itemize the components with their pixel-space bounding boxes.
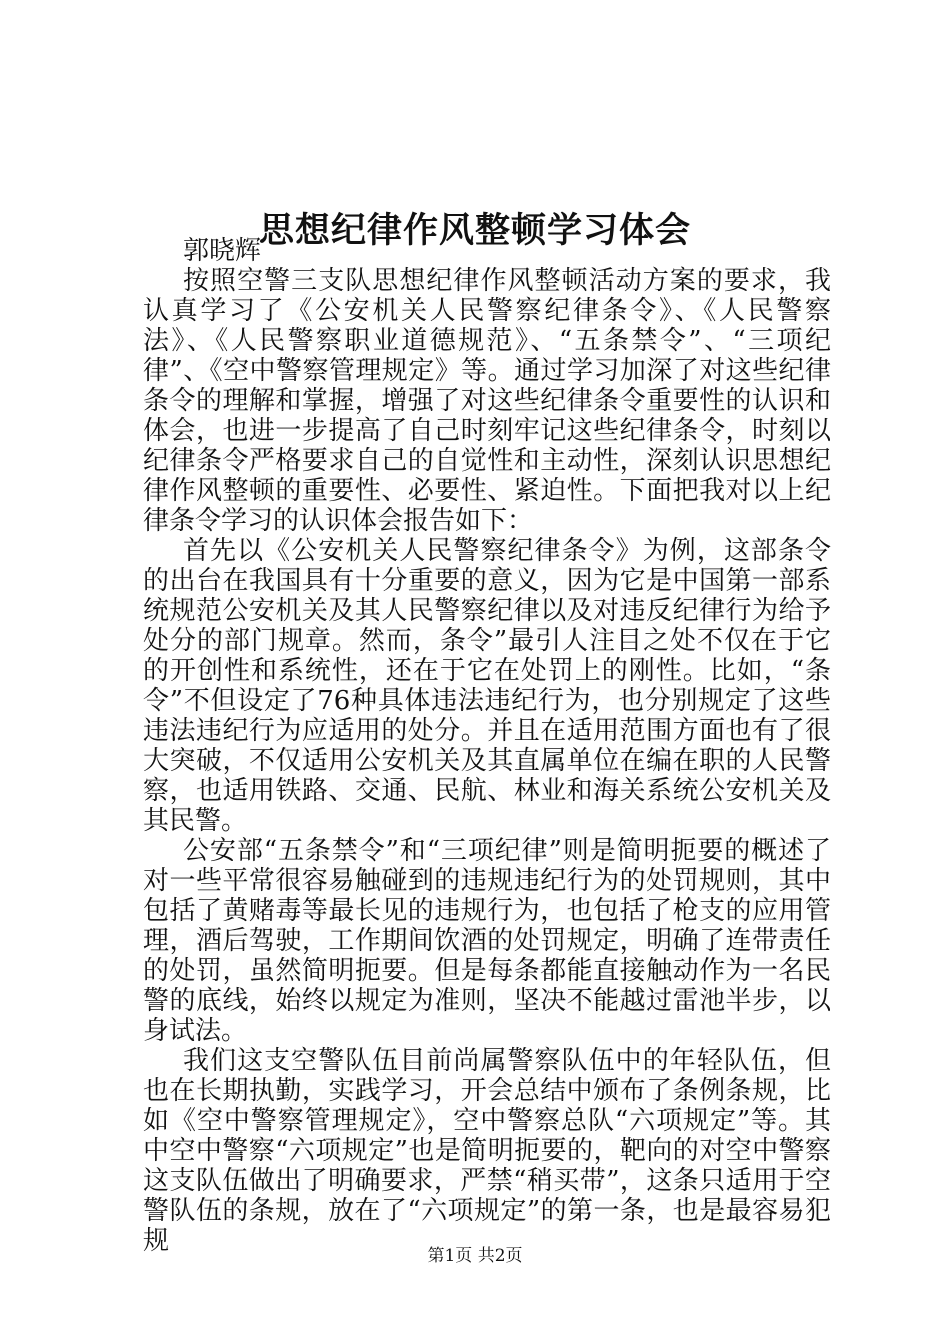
author-name: 郭晓辉 (183, 236, 262, 266)
document-title: 思想纪律作风整顿学习体会 (258, 210, 691, 252)
paragraph-3: 公安部“五条禁令”和“三项纪律”则是简明扼要的概述了对一些平常很容易触碰到的违规违纪行为的处罚规则，其中包括了黄赌毒等最长见的违规行为，也包括了枪支的应用管理，酒后驾驶，工作期间饮酒的处罚规定，明确了连带责任的处罚，虽然简明扼要。但是每条都能直接触动作为一名民警的底线，始终以规定为准则，坚决不能越过雷池半步，以身试法。 (143, 836, 831, 1046)
paragraph-2: 首先以《公安机关人民警察纪律条令》为例，这部条令的出台在我国具有十分重要的意义，因为它是中国第一部系统规范公安机关及其人民警察纪律以及对违反纪律行为给予处分的部门规章。然而，条令”最引人注目之处不仅在于它的开创性和系统性，还在于它在处罚上的刚性。比如，“条令”不但设定了76种具体违法违纪行为，也分别规定了这些违法违纪行为应适用的处分。并且在适用范围方面也有了很大突破，不仅适用公安机关及其直属单位在编在职的人民警察，也适用铁路、交通、民航、林业和海关系统公安机关及其民警。 (143, 536, 831, 836)
paragraph-1: 按照空警三支队思想纪律作风整顿活动方案的要求，我认真学习了《公安机关人民警察纪律条令》、《人民警察法》、《人民警察职业道德规范》、“五条禁令”、“三项纪律”、《空中警察管理规定》等。通过学习加深了对这些纪律条令的理解和掌握，增强了对这些纪律条令重要性的认识和体会，也进一步提高了自己时刻牢记这些纪律条令，时刻以纪律条令严格要求自己的自觉性和主动性，深刻认识思想纪律作风整顿的重要性、必要性、紧迫性。下面把我对以上纪律条令学习的认识体会报告如下： (143, 266, 831, 536)
page-footer: 第1页 共2页 (427, 1246, 523, 1266)
paragraph-4: 我们这支空警队伍目前尚属警察队伍中的年轻队伍，但也在长期执勤，实践学习，开会总结中颁布了条例条规，比如《空中警察管理规定》，空中警察总队“六项规定”等。其中空中警察“六项规定”也是简明扼要的，靶向的对空中警察这支队伍做出了明确要求，严禁“稍买带”，这条只适用于空警队伍的条规，放在了“六项规定”的第一条，也是最容易犯规 (143, 1046, 831, 1256)
document-body (143, 236, 831, 1256)
